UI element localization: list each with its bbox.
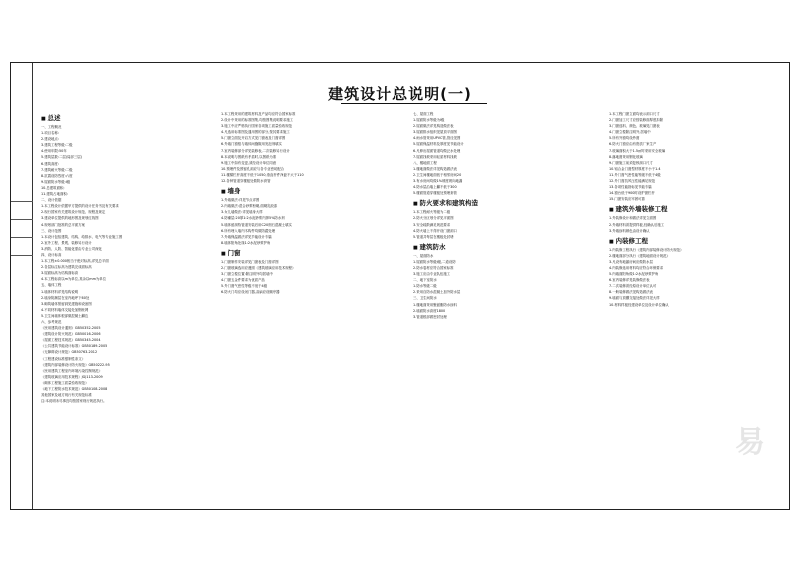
- section-heading: ■ 建筑外墙装修工程: [609, 204, 779, 215]
- text-line: 10.预埋件及预留孔洞应与各专业密切配合: [221, 166, 285, 171]
- text-line: 二、地下室防水: [413, 278, 437, 283]
- text-line: 4.本工程标高以m为单位,其余以mm为单位: [41, 277, 107, 282]
- text-line: 七、屋面工程: [413, 112, 434, 116]
- text-line: 3.门窗立樘位置:除注明外均居墙中: [221, 272, 273, 277]
- text-line: 6.所有埋入墙内木构件均做防腐处理: [221, 228, 276, 233]
- text-line: 5.建筑层数:二层(局部三层): [41, 155, 82, 160]
- column-2: [221, 111, 401, 497]
- text-line: 3.屋面排水组织见屋顶平面图: [413, 130, 457, 135]
- section-heading: ■ 门窗: [221, 248, 401, 259]
- text-line: 4.内装修选用材料均应符合环保要求: [609, 265, 664, 270]
- text-line: 《民用建筑设计通则》GB50352-2005: [41, 326, 101, 331]
- text-line: 14.窗台低于900时设护窗栏杆: [609, 191, 655, 196]
- text-line: 《建筑设计防火规范》GB50016-2006: [41, 332, 101, 337]
- text-line: 4.规划部门批准的总平面方案: [41, 222, 85, 227]
- text-line: 4.凡选用标准图及通用图的部分,按其要求施工: [221, 130, 290, 135]
- text-line: 4.门窗五金件要求为优质产品: [221, 278, 265, 283]
- text-line: 2.采用自防水混凝土加外防水层: [413, 290, 461, 295]
- text-line: 13.各项性能指标见节能专篇: [609, 185, 652, 190]
- text-line: 11.楼梯栏杆高度不低于1050,垂直杆件净距不大于110: [221, 172, 304, 177]
- text-line: 1.本工程设计依据甲方提供的设计任务书及有关要求: [41, 204, 119, 209]
- title-underline: [341, 103, 487, 104]
- text-line: 三、设计范围: [41, 228, 62, 233]
- text-line: 2.设计中采用的标准图集,均按图集说明要求施工: [221, 118, 294, 123]
- side-title-block: [11, 63, 33, 509]
- text-line: 2.现行国家有关建筑设计规范、规程及规定: [41, 210, 106, 215]
- text-line: 三、卫生间防水: [413, 296, 437, 301]
- column-3: [413, 111, 603, 497]
- text-line: 4.雨水管采用UPVC管,管径见图: [413, 136, 461, 141]
- text-line: 7.室内装修部分详见装修表,二次装修另行设计: [221, 148, 290, 153]
- text-line: 4.防水层沿墙上翻不低于300: [413, 185, 457, 190]
- section-heading: ■ 总述: [41, 113, 211, 124]
- text-line: 2.墙身防潮层在室内地坪下60处: [41, 295, 90, 300]
- text-line: 《建筑内部装修设计防火规范》GB50222-95: [41, 362, 110, 367]
- text-line: 7.建筑耐火等级:二级: [41, 167, 73, 172]
- text-line: 六、参考规范: [41, 320, 62, 324]
- text-line: 3.砌筑墙体预留洞见建施和设备图: [41, 301, 92, 306]
- text-line: 1.本工程±0.000相当于绝对标高,详见总平面: [41, 259, 109, 264]
- text-line: 1.项目名称:: [41, 131, 59, 136]
- text-line: 4.门窗立樘除注明外,居墙中: [609, 130, 651, 135]
- text-line: 3.施工中应严格执行国家各项施工质量验收规范: [221, 124, 293, 129]
- section-heading: ■ 建筑防水: [413, 242, 603, 253]
- text-line: 3.安全疏散满足规范要求: [413, 222, 451, 227]
- text-line: 2.楼地面部分执行《建筑地面设计规范》: [609, 253, 670, 258]
- text-line: 二、设计依据: [41, 198, 62, 203]
- text-line: 5.所有外窗均设纱窗: [609, 136, 640, 141]
- text-line: 8.一般装修做法见构造做法表: [609, 290, 653, 295]
- text-line: 1.外墙做法:详见节点详图: [221, 198, 260, 203]
- drawing-sheet: [10, 62, 790, 510]
- column-1: [41, 111, 211, 497]
- text-line: 《无障碍设计规范》GB50763-2012: [41, 350, 98, 355]
- text-line: 6.室内装修详见装修做法表: [609, 278, 650, 283]
- text-line: 9.施工中如有变更,须经设计单位同意: [221, 160, 277, 165]
- text-line: 《公共建筑节能设计标准》GB50189-2005: [41, 344, 108, 349]
- text-line: 1.本工程门窗立面均表示洞口尺寸: [609, 112, 660, 116]
- text-line: 7.二次装修须经原设计单位认可: [609, 284, 657, 289]
- text-line: 5.屋面保温材料及厚度见节能设计: [413, 142, 464, 147]
- text-line: 1.防水等级二级: [413, 284, 437, 289]
- text-line: 3.消防、人防、智能化需由专业公司深化: [41, 246, 102, 251]
- text-line: 6.防火门均应设闭门器,双扇应设顺序器: [221, 290, 280, 295]
- text-line: 1.楼地面做法详见构造做法表: [413, 166, 457, 171]
- text-line: 3.建设单位提供的地形图及规划红线图: [41, 216, 99, 221]
- text-line: 1.外装修设计和做法详见立面图: [609, 216, 657, 221]
- text-line: 5.管道井每层在楼板处封堵: [413, 234, 454, 239]
- text-line: 6.防火门窗应由有资质厂家生产: [609, 142, 657, 147]
- text-line: 《砌体工程施工质量验收规范》: [41, 380, 89, 385]
- text-line: 1.内装修工程执行《建筑内部装修设计防火规范》: [609, 247, 684, 252]
- text-line: 7.外墙保温做法详见节能设计专篇: [221, 234, 272, 239]
- text-line: 1.本工程耐火等级为二级: [413, 210, 451, 215]
- text-line: 7.玻璃面积大于1.5㎡时采用安全玻璃: [609, 148, 666, 153]
- text-line: 5.卫生间墙体根部做混凝土翻边: [41, 313, 89, 318]
- text-line: 2.防水卷材应符合国家标准: [413, 265, 454, 270]
- text-line: 2.门窗加工尺寸应按装修面厚度扣除: [609, 118, 664, 123]
- text-line: 1.墙体材料详见结构说明: [41, 289, 79, 294]
- text-line: 四、设计标高: [41, 252, 62, 257]
- text-line: 八、楼地面工程: [413, 160, 437, 165]
- text-line: 15.门窗安装应牢固可靠: [609, 197, 645, 202]
- text-line: 五、墙体工程: [41, 283, 62, 288]
- text-line: 2.室外工程、景观、装修另行设计: [41, 240, 92, 245]
- text-line: 9.屋面防水等级:I级: [41, 179, 71, 184]
- text-line: 2.各层标注标高为建筑完成面标高: [41, 265, 92, 270]
- text-line: 9.墙面与顶棚交接处做法详见大样: [609, 296, 660, 301]
- text-line: 2.卫生间楼地面低于相邻房间20: [413, 172, 462, 177]
- text-line: 11.外门窗气密性能等级不低于4级: [609, 172, 661, 177]
- text-line: 2.屋面做法详见构造做法表: [413, 124, 454, 129]
- page-title: 建筑设计总说明(一): [328, 85, 472, 103]
- text-line: 2.墙面防水高度1800: [413, 308, 446, 313]
- text-line: 3.建筑工程等级:二级: [41, 143, 73, 148]
- text-line: 3.外墙涂料颜色由设计确认: [609, 228, 650, 233]
- text-line: 3.管道根部做密封处理: [413, 314, 447, 319]
- text-line: 《民用建筑工程室内环境污染控制规范》: [41, 368, 103, 373]
- text-line: 1.楼地面采用聚氨酯防水涂料: [413, 302, 457, 307]
- text-line: 10.材料样板经建设单位及设计单位确认: [609, 302, 669, 307]
- text-line: 6.凡伸出屋面管道均做泛水处理: [413, 148, 461, 153]
- text-line: 8.本说明与图纸有矛盾时,以图纸为准: [221, 154, 277, 159]
- text-line: 5.门窗立面及开启方式见门窗表及门窗详图: [221, 136, 286, 141]
- text-line: 5.楼面管道穿楼板处预埋套管: [413, 191, 457, 196]
- text-line: 《建筑玻璃应用技术规程》JGJ113-2009: [41, 374, 103, 379]
- text-line: 11.建筑占地面积:: [41, 192, 68, 197]
- text-line: 4.防火墙上不得开设门窗洞口: [413, 228, 457, 233]
- text-line: 注:本说明未尽事宜均按国家现行规范执行。: [41, 399, 107, 404]
- text-line: 《屋面工程技术规范》GB50345-2004: [41, 338, 101, 343]
- section-heading: ■ 墙身: [221, 186, 401, 197]
- section-heading: ■ 防火要求和建筑构造: [413, 198, 603, 209]
- text-line: 2.内墙做法:混合砂浆粉刷,面刷乳胶漆: [221, 204, 278, 209]
- text-line: 3.女儿墙做法:详见墙身大样: [221, 210, 263, 215]
- text-line: 1.屋面防水等级I级,二道设防: [413, 259, 456, 264]
- text-line: 2.防火分区划分详见平面图: [413, 216, 454, 221]
- text-line: 3.凡设有地漏房间应做防水层: [609, 259, 653, 264]
- text-line: 1.屋面防水等级为I级: [413, 118, 445, 123]
- text-line: 1.门窗制作安装详见门窗表及门窗详图: [221, 259, 279, 264]
- text-line: 4.使用年限:50年: [41, 149, 67, 154]
- text-line: 一、工程概况: [41, 125, 62, 129]
- text-line: 2.门窗玻璃选用应遵照《建筑玻璃应用技术规程》: [221, 265, 296, 270]
- text-line: 2.外墙材料须提供样板,经确认后施工: [609, 222, 665, 227]
- text-line: 5.外门窗气密性等级不低于4级: [221, 284, 268, 289]
- text-line: 1.本设计包括建筑、结构、给排水、电气等专业施工图: [41, 234, 123, 239]
- text-line: 3.施工应由专业队伍施工: [413, 272, 451, 277]
- text-line: 3.有水房间均做1%坡度坡向地漏: [413, 179, 463, 184]
- text-line: 3.门窗选料、颜色、玻璃见门窗表: [609, 124, 660, 129]
- text-line: 4.不同材料墙体交接处加钢丝网: [41, 307, 89, 312]
- text-line: 4.防潮层:20厚1:2水泥砂浆内掺5%防水剂: [221, 216, 285, 221]
- text-line: 10.铝合金门窗型材厚度不小于1.4: [609, 166, 661, 171]
- text-line: 9.门窗施工前须复核洞口尺寸: [609, 160, 653, 165]
- text-line: 12.外门窗抗风压性能满足规范: [609, 179, 656, 184]
- text-line: 《地下工程防水技术规范》GB50108-2008: [41, 387, 108, 392]
- text-line: 5.墙体留洞待管道安装后用C20细石混凝土填实: [221, 222, 292, 227]
- text-line: 6.外墙门窗框与墙体间缝隙用发泡剂填实: [221, 142, 282, 147]
- text-line: 《工程建设标准强制性条文》: [41, 356, 86, 361]
- text-line: 一、屋面防水: [413, 253, 434, 258]
- text-line: 10.总建筑面积:: [41, 185, 65, 190]
- text-line: 5.内墙面阳角做1:2水泥砂浆护角: [609, 272, 659, 277]
- section-heading: ■ 内装修工程: [609, 236, 779, 247]
- text-line: 6.建筑高度:: [41, 161, 59, 166]
- text-line: 其他国家及地方现行有关规范标准: [41, 393, 92, 398]
- text-line: 1.本工程采用的建筑材料及产品均应符合国家标准: [221, 112, 296, 116]
- text-line: 3.屋面标高为结构面标高: [41, 271, 79, 276]
- text-line: 12.各种管道穿楼板处做防水套管: [221, 179, 271, 184]
- text-line: 8.墙体阳角处抹1:2水泥砂浆护角: [221, 240, 271, 245]
- text-line: 8.抗震设防烈度:六度: [41, 173, 73, 178]
- watermark-logo: 易: [735, 425, 767, 460]
- text-line: 2.建设地点:: [41, 137, 59, 142]
- text-line: 7.屋面找坡采用轻质材料找坡: [413, 154, 457, 159]
- text-line: 8.落地窗采用钢化玻璃: [609, 154, 643, 159]
